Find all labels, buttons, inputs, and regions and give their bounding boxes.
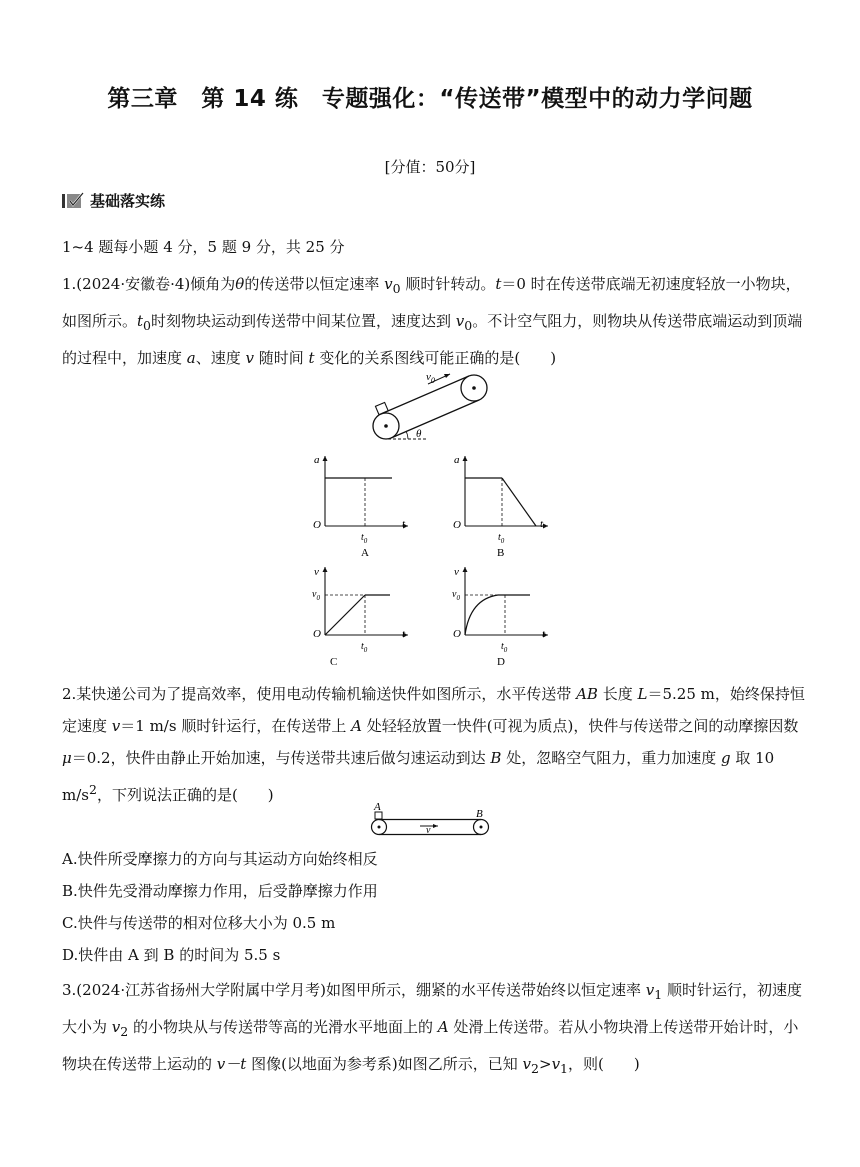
caption-c: C xyxy=(330,656,338,668)
option-d: D.快件由 A 到 B 的时间为 5.5 s xyxy=(62,946,281,964)
option-c: C.快件与传送带的相对位移大小为 0.5 m xyxy=(62,914,336,932)
section-header xyxy=(62,190,165,211)
svg-text:v: v xyxy=(314,566,319,578)
source-link: 安徽卷 xyxy=(125,275,171,293)
point-a-label: A xyxy=(374,801,381,813)
v0-label: $v_0$ xyxy=(426,371,435,385)
graph-d xyxy=(448,563,558,673)
question-1: 1.(2024·安徽卷·4)倾角为θ的传送带以恒定速率 $v_0$ 顺时针转动。t＝0 时在传送带底端无初速度轻放一小物块，如图所示。$t_0$时刻物块运动到传送带中间某位置，速度达到 $v_0$。不计空气阻力，则物块从传送带底端运动到顶端的过程中，加速度 a、速度 v 随时间 t 变化的关系图线可能正确的是( ) xyxy=(62,275,803,367)
caption-b: B xyxy=(497,547,505,559)
option-b: B.快件先受滑动摩擦力作用，后受静摩擦力作用 xyxy=(62,882,378,900)
svg-text:t0: $t_0$ xyxy=(361,641,368,654)
question-2: 2.某快递公司为了提高效率，使用电动传输机输送快件如图所示，水平传送带 AB 长度 L＝5.25 m，始终保持恒定速度 v＝1 m/s 顺时针运行，在传送带上 A 处轻轻放置一快件(可视为质点)，快件与传送带之间的动摩擦因数μ＝0.2，快件由静止开始加速，与传送带共速后做匀速运动到达 B 处，忽略空气阻力，重力加速度 g 取 10 $m/s^2$，下列说法正确的是( ) xyxy=(62,685,805,804)
score-note: 1~4 题每小题 4 分，5 题 9 分，共 25 分 xyxy=(62,238,345,256)
svg-text:v0: $v_0$ xyxy=(452,589,460,602)
theta-label: θ xyxy=(416,428,422,440)
score-label: [分值：50分] xyxy=(384,158,476,176)
svg-text:t: t xyxy=(402,628,406,640)
svg-text:O: O xyxy=(313,628,321,640)
option-a: A.快件所受摩擦力的方向与其运动方向始终相反 xyxy=(62,850,378,868)
page-title: 第三章 第 14 练 专题强化：“传送带”模型中的动力学问题 xyxy=(107,86,753,112)
graph-a xyxy=(308,450,418,560)
svg-text:a: a xyxy=(454,454,460,466)
graph-b xyxy=(448,450,558,560)
v-label: v xyxy=(426,825,431,836)
svg-text:a: a xyxy=(314,454,320,466)
svg-text:O: O xyxy=(453,628,461,640)
svg-text:O: O xyxy=(313,519,321,531)
incline-belt-figure xyxy=(368,368,498,448)
checklist-icon xyxy=(62,192,84,210)
svg-text:t0: $t_0$ xyxy=(361,532,368,545)
question-3: 3.(2024·江苏省扬州大学附属中学月考)如图甲所示，绷紧的水平传送带始终以恒定速率 $v_1$ 顺时针运行，初速度大小为 $v_2$ 的小物块从与传送带等高的光滑水平地面上的 A 处滑上传送带。若从小物块滑上传送带开始计时，小物块在传送带上运动的 v－t 图像(以地面为参考系)如图乙所示，已知 $v_2>v_1$，则( ) xyxy=(62,981,802,1076)
svg-text:t: t xyxy=(542,628,546,640)
svg-text:t0: $t_0$ xyxy=(498,532,505,545)
svg-text:v0: $v_0$ xyxy=(312,589,320,602)
svg-text:t0: $t_0$ xyxy=(501,641,508,654)
svg-text:t: t xyxy=(540,518,544,530)
caption-d: D xyxy=(497,656,505,668)
section-title: 基础落实练 xyxy=(90,192,166,210)
source-link: 江苏省扬州大学附属中学月考 xyxy=(125,981,321,999)
svg-text:v: v xyxy=(454,566,459,578)
svg-text:O: O xyxy=(453,519,461,531)
caption-a: A xyxy=(361,547,369,559)
svg-text:t: t xyxy=(402,518,406,530)
graph-c xyxy=(308,563,418,673)
horizontal-belt-figure xyxy=(366,800,496,842)
point-b-label: B xyxy=(476,808,483,820)
